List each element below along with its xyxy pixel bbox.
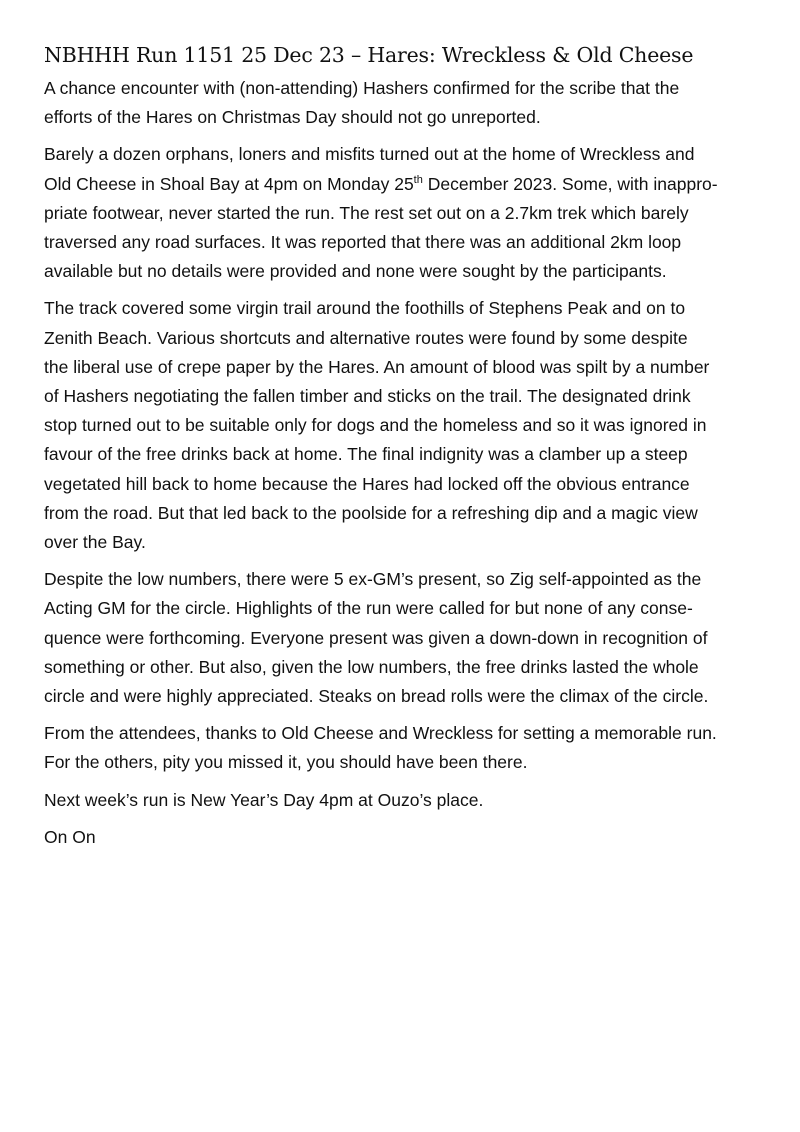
- text-line: from the road. But that led back to the poolside for a refreshing dip and a magic view: [44, 502, 698, 523]
- text-line: efforts of the Hares on Christmas Day should not go unreported.: [44, 107, 541, 128]
- text-line: favour of the free drinks back at home. The final indignity was a clamber up a steep: [44, 444, 688, 465]
- report-title: NBHHH Run 1151 25 Dec 23 – Hares: Wreckless & Old Cheese: [44, 43, 694, 67]
- text-line: For the others, pity you missed it, you should have been there.: [44, 752, 528, 773]
- text-line: traversed any road surfaces. It was reported that there was an additional 2km loop: [44, 232, 682, 253]
- track-paragraph: [44, 294, 760, 557]
- run-report-document: [44, 42, 760, 860]
- sign-off-paragraph: [44, 823, 760, 852]
- text-line: Next week’s run is New Year’s Day 4pm at Ouzo’s place.: [44, 789, 484, 810]
- text-line: vegetated hill back to home because the Hares had locked off the obvious entrance: [44, 473, 690, 494]
- text-line: stop turned out to be suitable only for dogs and the homeless and so it was ignored in: [44, 415, 707, 436]
- text-line: From the attendees, thanks to Old Cheese and Wreckless for setting a memorable run.: [44, 723, 717, 744]
- text-line: Zenith Beach. Various shortcuts and alternative routes were found by some despite: [44, 327, 688, 348]
- text-line: something or other. But also, given the low numbers, the free drinks lasted the whole: [44, 656, 699, 677]
- text-line: over the Bay.: [44, 532, 146, 553]
- text-line: Despite the low numbers, there were 5 ex-GM’s present, so Zig self-appointed as the: [44, 569, 702, 590]
- intro-paragraph: [44, 74, 760, 132]
- text-line: The track covered some virgin trail around the foothills of Stephens Peak and on to: [44, 298, 686, 319]
- text-line: priate footwear, never started the run. The rest set out on a 2.7km trek which barely: [44, 202, 689, 223]
- text-line: of Hashers negotiating the fallen timber and sticks on the trail. The designated drink: [44, 386, 691, 407]
- circle-paragraph: [44, 565, 760, 711]
- text-segment: Old Cheese in Shoal Bay at 4pm on Monday 25: [44, 173, 414, 194]
- next-run-paragraph: [44, 786, 760, 815]
- text-line: available but no details were provided and none were sought by the participants.: [44, 261, 667, 282]
- text-line: On On: [44, 826, 96, 847]
- text-line: Barely a dozen orphans, loners and misfits turned out at the home of Wreckless and: [44, 144, 695, 165]
- text-line: the liberal use of crepe paper by the Hares. An amount of blood was spilt by a number: [44, 356, 710, 377]
- text-line: Acting GM for the circle. Highlights of the run were called for but none of any conse-: [44, 598, 693, 619]
- ordinal-superscript: th: [413, 173, 423, 186]
- thanks-paragraph: [44, 719, 760, 777]
- attendance-paragraph: [44, 140, 760, 286]
- text-line: circle and were highly appreciated. Steaks on bread rolls were the climax of the circle.: [44, 686, 709, 707]
- text-line: A chance encounter with (non-attending) Hashers confirmed for the scribe that the: [44, 78, 680, 98]
- text-segment: December 2023. Some, with inappro-: [422, 173, 718, 194]
- text-line: [44, 170, 760, 199]
- text-line: quence were forthcoming. Everyone present was given a down-down in recognition of: [44, 627, 708, 648]
